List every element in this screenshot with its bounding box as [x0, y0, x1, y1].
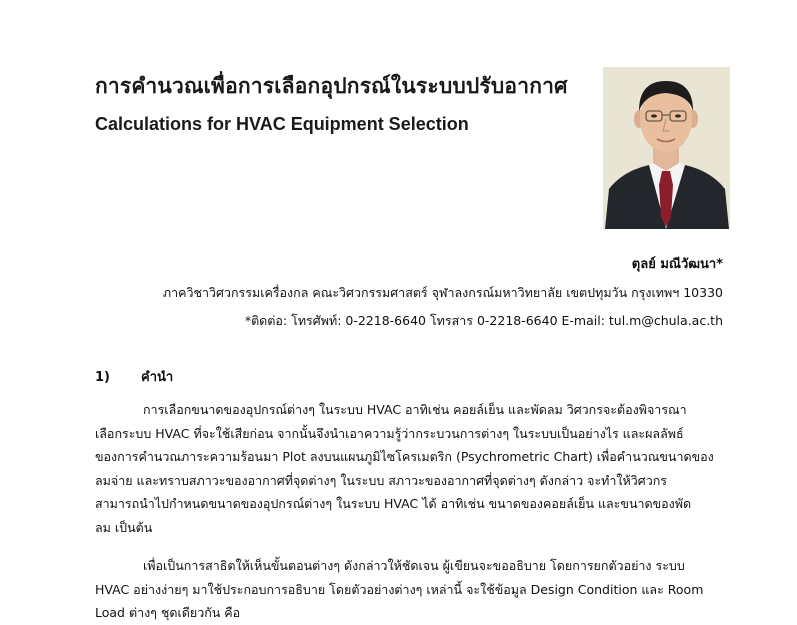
author-block — [83, 253, 723, 331]
paragraph-introduction-1 — [95, 398, 723, 539]
paragraph-line: เพื่อเป็นการสาธิตให้เห็นขั้นตอนต่างๆ ดังกล่าวให้ชัดเจน ผู้เขียนจะขออธิบาย โดยการยกตัวอย่าง ระบบ — [143, 558, 685, 573]
paragraph-line: การเลือกขนาดของอุปกรณ์ต่างๆ ในระบบ HVAC อาทิเช่น คอยล์เย็น และพัดลม วิศวกรจะต้องพิจารณา — [143, 402, 687, 417]
paper-title-english: Calculations for HVAC Equipment Selection — [95, 114, 469, 134]
paragraph-line: Load ต่างๆ ชุดเดียวกัน คือ — [95, 605, 241, 620]
paragraph-line: ลม เป็นต้น — [95, 519, 153, 535]
author-photo — [603, 67, 730, 229]
section-heading — [95, 366, 173, 387]
paragraph-line: ของการคำนวณภาระความร้อนมา Plot ลงบนแผนภูมิไซโครเมตริก (Psychrometric Chart) เพื่อคำนวณขนาดของ — [95, 449, 714, 464]
paragraph-introduction-2 — [95, 554, 723, 625]
paragraph-line: สามารถนำไปกำหนดขนาดของอุปกรณ์ต่างๆ ในระบบ HVAC ได้ อาทิเช่น ขนาดของคอยล์เย็น และขนาดของพัด — [95, 496, 692, 511]
paragraph-line: เลือกระบบ HVAC ที่จะใช้เสียก่อน จากนั้นจึงนำเอาความรู้ว่ากระบวนการต่างๆ ในระบบเป็นอย่างไร และผลลัพธ์ — [95, 425, 684, 441]
section-number: 1) — [95, 370, 110, 385]
author-portrait-icon — [603, 67, 730, 229]
paragraph-line: HVAC อย่างง่ายๆ มาใช้ประกอบการอธิบาย โดยตัวอย่างต่างๆ เหล่านี้ จะใช้ข้อมูล Design Condition และ Room — [95, 581, 704, 597]
author-contact: *ติดต่อ: โทรศัพท์: 0-2218-6640 โทรสาร 0-2218-6640 E-mail: tul.m@chula.ac.th — [244, 313, 723, 328]
section-title: คำนำ — [141, 370, 174, 385]
author-affiliation: ภาควิชาวิศวกรรมเครื่องกล คณะวิศวกรรมศาสตร์ จุฬาลงกรณ์มหาวิทยาลัย เขตปทุมวัน กรุงเทพฯ 10330 — [162, 285, 723, 300]
paragraph-line: ลมจ่าย และทราบสภาวะของอากาศที่จุดต่างๆ ในระบบ สภาวะของอากาศที่จุดต่างๆ ดังกล่าว จะทำให้วิศวกร — [95, 472, 668, 488]
author-name: ตุลย์ มณีวัฒนา* — [631, 257, 723, 272]
paper-title-thai: การคำนวณเพื่อการเลือกอุปกรณ์ในระบบปรับอากาศ — [95, 74, 568, 98]
